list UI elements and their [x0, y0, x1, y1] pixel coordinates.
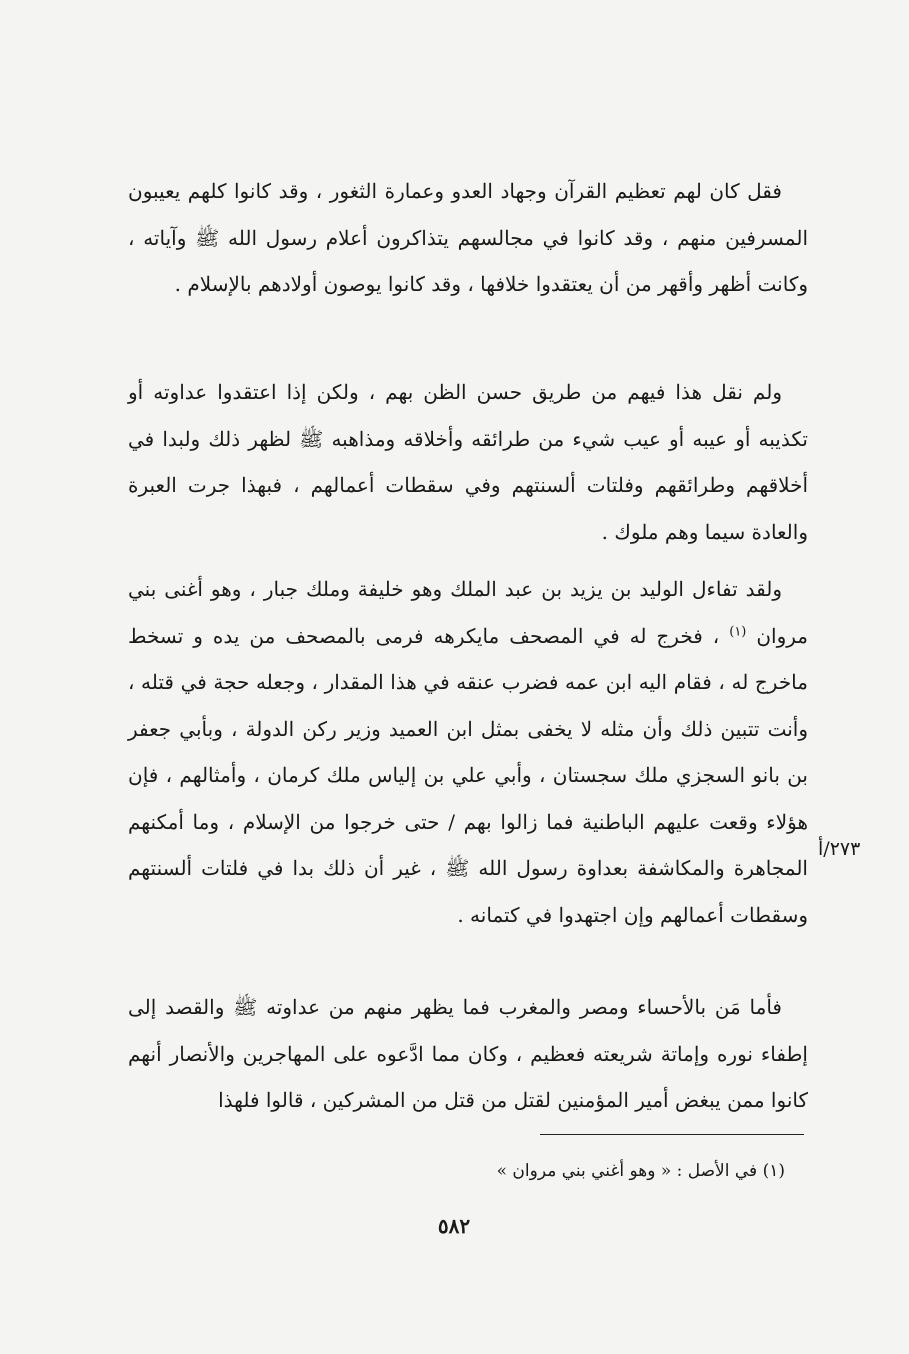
paragraph-3 [128, 566, 808, 938]
body-text-block [128, 984, 808, 1124]
paragraph-3-part-2: ، فخرج له في المصحف مايكرهه فرمى بالمصحف من يده و تسخط ماخرج له ، فقام اليه ابن عمه فضرب عنقه في هذا المقدار ، وجعله حجة في قتله ، وأنت تتبين ذلك وأن مثله لا يخفى بمثل ابن العميد وزير ركن الدولة ، وبأبي جعفر بن بانو السجزي ملك سجستان ، وأبي علي بن إلياس ملك كرمان ، وأمثالهم ، فإن هؤلاء وقعت عليهم الباطنية فما زالوا بهم / حتى خرجوا من الإسلام ، وما أمكنهم المجاهرة والمكاشفة بعداوة رسول الله ﷺ ، غير أن ذلك بدا في فلتات ألسنتهم وسقطات أعمالهم وإن اجتهدوا في كتمانه . [128, 623, 808, 927]
page-number: ٥٨٢ [437, 1214, 471, 1238]
paragraph-3-part-1: ولقد تفاءل الوليد بن يزيد بن عبد الملك وهو خليفة وملك جبار ، وهو أغنى بني مروان [128, 577, 809, 648]
body-text-block [128, 168, 808, 308]
paragraph-1: فقل كان لهم تعظيم القرآن وجهاد العدو وعمارة الثغور ، وقد كانوا كلهم يعيبون المسرفين منهم ، وقد كانوا في مجالسهم يتذاكرون أعلام رسول الله ﷺ وآياته ، وكانت أظهر وأقهر من أن يعتقدوا خلافها ، وقد كانوا يوصون أولادهم بالإسلام . [128, 179, 808, 296]
paragraph-4: فأما مَن بالأحساء ومصر والمغرب فما يظهر منهم من عداوته ﷺ والقصد إلى إطفاء نوره وإماتة شريعته فعظيم ، وكان مما ادَّعوه على المهاجرين والأنصار أنهم كانوا ممن يبغض أمير المؤمنين لقتل من قتل من المشركين ، قالوا فلهذا [128, 995, 808, 1112]
footnote-reference[interactable]: (١) [729, 623, 747, 639]
footnote-divider [540, 1134, 804, 1135]
body-text-block [128, 566, 808, 938]
footnote: (١) في الأصل : « وهو أغني بني مروان » [496, 1161, 785, 1181]
manuscript-folio-marker: ٢٧٣/أ [818, 838, 861, 860]
paragraph-2: ولم نقل هذا فيهم من طريق حسن الظن بهم ، ولكن إذا اعتقدوا عداوته أو تكذيبه أو عيبه أو عيب شيء من طرائقه وأخلاقه ومذاهبه ﷺ لظهر ذلك ولبدا في أخلاقهم وطرائقهم وفلتات ألسنتهم وفي سقطات أعمالهم ، فبهذا جرت العبرة والعادة سيما وهم ملوك . [128, 380, 808, 544]
body-text-block [128, 369, 808, 555]
